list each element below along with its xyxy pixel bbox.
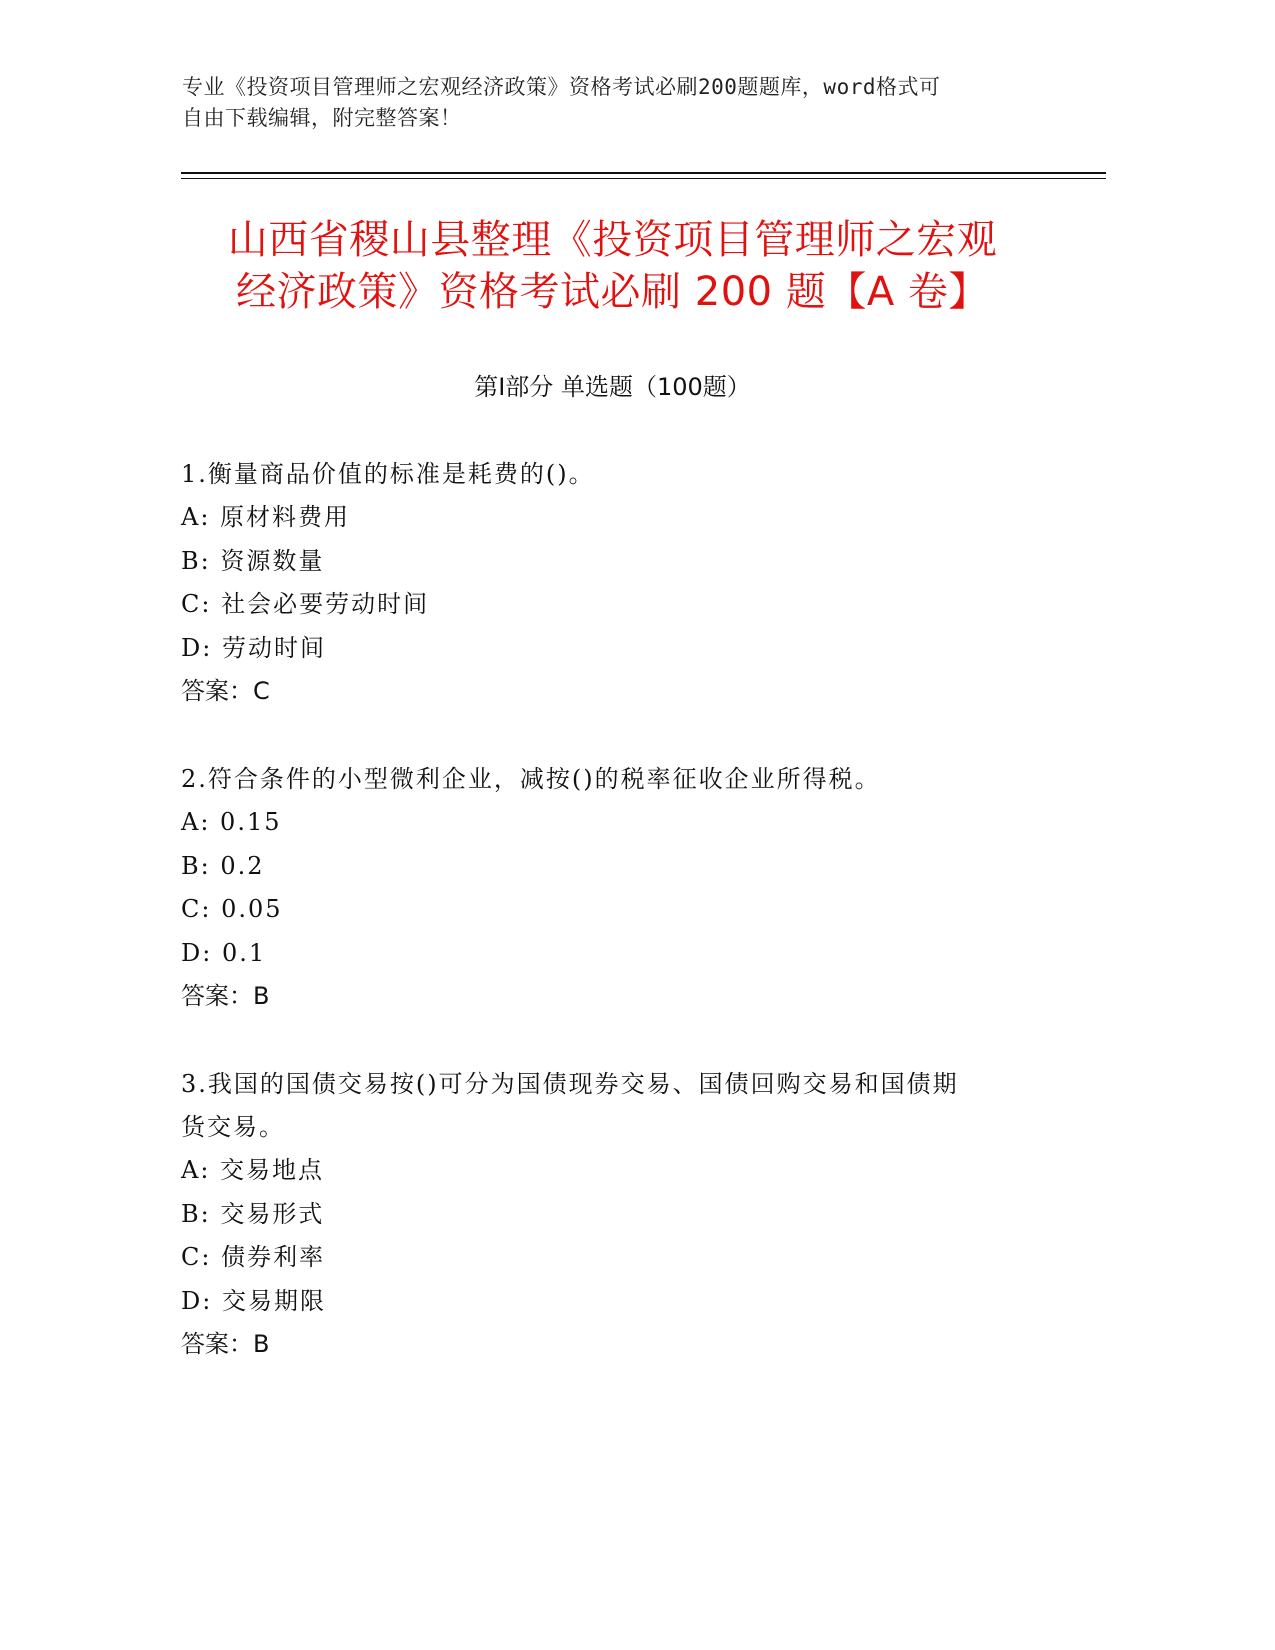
header-divider-thick — [181, 172, 1106, 174]
question-3-answer: 答案：B — [181, 1330, 270, 1358]
question-3-stem-line-1: 3.我国的国债交易按()可分为国债现券交易、国债回购交易和国债期 — [181, 1070, 959, 1098]
question-2-answer: 答案：B — [181, 982, 270, 1010]
document-title-line-2: 经济政策》资格考试必刷 200 题【A 卷】 — [236, 269, 989, 315]
header-divider-thin — [181, 178, 1106, 179]
question-2-option-d: D: 0.1 — [181, 938, 267, 967]
header-note-line-1: 专业《投资项目管理师之宏观经济政策》资格考试必刷200题题库，word格式可 — [182, 75, 941, 99]
question-1-stem: 1.衡量商品价值的标准是耗费的()。 — [181, 460, 595, 488]
question-3-option-c: C: 债券利率 — [181, 1243, 326, 1271]
question-3-stem-line-2: 货交易。 — [181, 1113, 285, 1141]
question-1-answer: 答案：C — [181, 677, 270, 705]
question-1-option-d: D: 劳动时间 — [181, 633, 326, 662]
question-3-option-d: D: 交易期限 — [181, 1286, 326, 1315]
document-header-note — [182, 72, 1042, 134]
question-3 — [181, 1063, 1041, 1367]
header-note-line-2: 自由下载编辑，附完整答案！ — [182, 106, 462, 130]
question-1-option-c: C: 社会必要劳动时间 — [181, 590, 430, 618]
question-1-option-b: B: 资源数量 — [181, 546, 325, 575]
document-title-line-1: 山西省稷山县整理《投资项目管理师之宏观 — [227, 217, 998, 263]
question-2-option-c: C: 0.05 — [181, 895, 283, 923]
question-2-option-a: A: 0.15 — [181, 808, 282, 836]
question-3-option-a: A: 交易地点 — [181, 1156, 325, 1184]
question-1-option-a: A: 原材料费用 — [181, 503, 351, 531]
question-2 — [181, 758, 1041, 1019]
section-title: 第Ⅰ部分 单选题（100题） — [474, 373, 751, 401]
document-title — [150, 214, 1075, 318]
question-1 — [181, 453, 1041, 714]
question-2-stem: 2.符合条件的小型微利企业，减按()的税率征收企业所得税。 — [181, 765, 881, 793]
question-2-option-b: B: 0.2 — [181, 851, 265, 880]
question-3-option-b: B: 交易形式 — [181, 1199, 325, 1228]
